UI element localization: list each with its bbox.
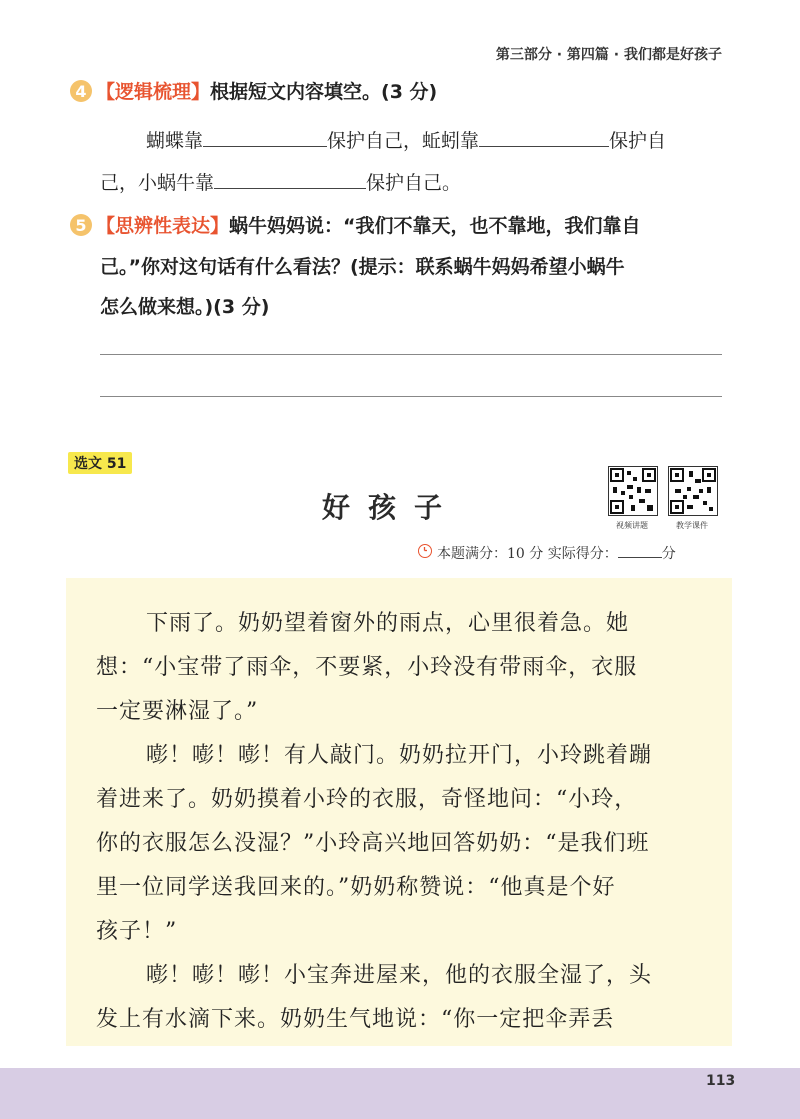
writing-line-1[interactable] (100, 354, 722, 355)
question-4-tag: 【逻辑梳理】 (96, 81, 211, 103)
passage-line: 发上有水滴下来。奶奶生气地说：“你一定把伞弄丢 (96, 1007, 615, 1032)
question-5-line-3: 怎么做来想。)(3 分) (100, 296, 270, 318)
chapter-breadcrumb: 第三部分 · 第四篇 · 我们都是好孩子 (495, 47, 722, 63)
courseware-qr-icon[interactable] (668, 466, 718, 516)
selection-label: 选文 51 (68, 452, 132, 474)
answer-blank-2[interactable] (479, 145, 609, 147)
score-info (437, 543, 676, 563)
question-4-number: 4 (70, 80, 92, 102)
passage-line: 着进来了。奶奶摸着小玲的衣服，奇怪地问：“小玲， (96, 787, 638, 812)
passage-title: 好孩子 (322, 491, 461, 524)
q4-seg1: 蝴蝶靠 (146, 130, 204, 152)
q4-seg3: 保护自 (609, 130, 667, 152)
q4-seg2: 保护自己，蚯蚓靠 (327, 130, 480, 152)
question-4-text: 根据短文内容填空。(3 分) (210, 81, 438, 103)
passage-line: 你的衣服怎么没湿？”小玲高兴地回答奶奶：“是我们班 (96, 831, 650, 856)
passage-line: 想：“小宝带了雨伞，不要紧，小玲没有带雨伞，衣服 (96, 655, 638, 680)
question-5-line-1 (96, 211, 641, 238)
score-text: 本题满分：10 分 实际得分： (437, 546, 618, 562)
q4-seg4: 己，小蜗牛靠 (100, 172, 215, 194)
question-4-line-1 (146, 126, 666, 153)
q4-seg5: 保护自己。 (366, 172, 462, 194)
score-blank[interactable] (618, 556, 662, 558)
passage-line: 里一位同学送我回来的。”奶奶称赞说：“他真是个好 (96, 875, 616, 900)
answer-blank-1[interactable] (203, 145, 327, 147)
footer-band (0, 1068, 800, 1119)
question-5-line-2: 己。”你对这句话有什么看法？(提示：联系蜗牛妈妈希望小蜗牛 (100, 256, 625, 278)
passage-line: 一定要淋湿了。” (96, 699, 259, 724)
passage-line: 孩子！” (96, 919, 178, 944)
page-number: 113 (706, 1073, 736, 1089)
writing-line-2[interactable] (100, 396, 722, 397)
score-unit: 分 (661, 546, 676, 562)
question-4-line-2 (100, 168, 461, 195)
video-qr-icon[interactable] (608, 466, 658, 516)
video-qr-caption: 视频讲题 (616, 521, 648, 530)
answer-blank-3[interactable] (214, 187, 366, 189)
passage-line: 下雨了。奶奶望着窗外的雨点，心里很着急。她 (146, 611, 630, 636)
question-4-prompt (96, 77, 437, 104)
passage-line: 嘭！嘭！嘭！有人敲门。奶奶拉开门，小玲跳着蹦 (146, 743, 653, 768)
question-5-number: 5 (70, 214, 92, 236)
question-5-tag: 【思辨性表达】 (96, 215, 230, 237)
courseware-qr-caption: 教学课件 (676, 521, 708, 530)
passage-line: 嘭！嘭！嘭！小宝奔进屋来，他的衣服全湿了，头 (146, 963, 653, 988)
clock-icon (418, 544, 432, 558)
question-5-text-1: 蜗牛妈妈说：“我们不靠天，也不靠地，我们靠自 (229, 215, 641, 237)
